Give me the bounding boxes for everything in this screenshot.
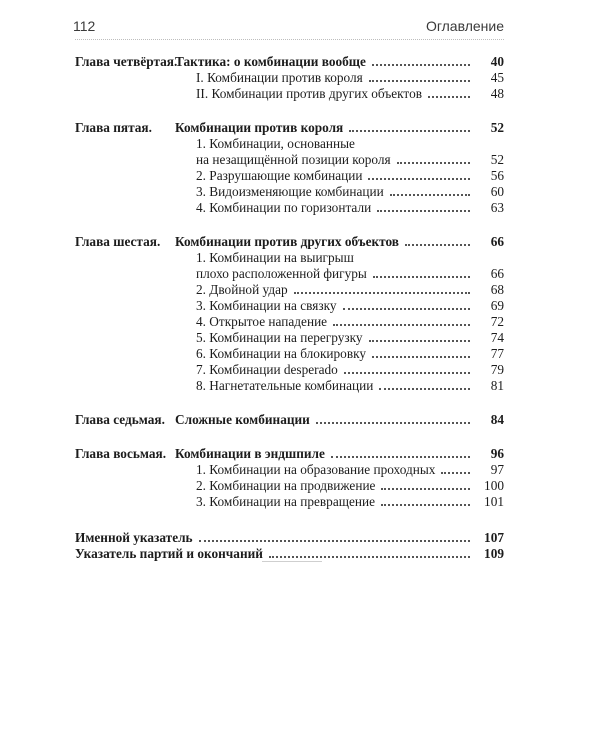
chapter-title: Комбинации в эндшпиле xyxy=(175,446,325,461)
subentry-page: 79 xyxy=(490,362,504,377)
subentry-text: 1. Комбинации на выигрыш xyxy=(196,250,354,265)
dot-leader xyxy=(379,387,470,390)
dot-leader xyxy=(333,323,470,326)
dot-leader xyxy=(381,503,470,506)
subentry-text: 3. Видоизменяющие комбинации xyxy=(196,184,384,199)
running-header xyxy=(75,17,504,40)
toc-subentry xyxy=(196,250,504,282)
chapter-title-entry xyxy=(175,446,504,462)
subentry-text: 2. Разрушающие комбинации xyxy=(196,168,363,183)
chapter-title-entry xyxy=(175,412,504,428)
dot-leader xyxy=(294,291,470,294)
chapter-page: 84 xyxy=(490,412,504,427)
table-of-contents xyxy=(75,54,504,562)
dot-leader xyxy=(390,193,470,196)
chapter-page: 96 xyxy=(490,446,504,461)
chapter-list xyxy=(75,54,504,510)
end-rule xyxy=(262,561,322,562)
subentry-page: 48 xyxy=(490,86,504,101)
dot-leader xyxy=(369,79,470,82)
chapter-label: Глава четвёртая. xyxy=(75,54,178,69)
chapter-page: 52 xyxy=(490,120,504,135)
subentry-page: 66 xyxy=(490,266,504,281)
dot-leader xyxy=(331,455,470,458)
chapter-page: 66 xyxy=(490,234,504,249)
dot-leader xyxy=(381,487,470,490)
dot-leader xyxy=(372,63,470,66)
subentry-page: 97 xyxy=(490,462,504,477)
subentry-continuation xyxy=(196,266,504,282)
dot-leader xyxy=(373,275,470,278)
subentry-page: 45 xyxy=(490,70,504,85)
chapter-title: Комбинации против других объектов xyxy=(175,234,399,249)
toc-subentry xyxy=(196,494,504,510)
chapter-title-entry xyxy=(175,54,504,70)
toc-subentry xyxy=(196,282,504,298)
index-text: Указатель партий и окончаний xyxy=(75,546,263,561)
toc-chapter xyxy=(75,446,504,510)
toc-subentry xyxy=(196,478,504,494)
dot-leader xyxy=(377,209,470,212)
index-page: 107 xyxy=(484,530,504,545)
subentry-page: 101 xyxy=(484,494,504,509)
index-entry xyxy=(75,546,504,562)
toc-subentry xyxy=(196,462,504,478)
subentry-text: 8. Нагнетательные комбинации xyxy=(196,378,374,393)
dot-leader xyxy=(369,339,470,342)
subentry-page: 81 xyxy=(490,378,504,393)
subentry-text: 1. Комбинации, основанные xyxy=(196,136,355,151)
dot-leader xyxy=(441,471,470,474)
toc-subentry xyxy=(196,200,504,216)
subentry-text: 1. Комбинации на образование проходных xyxy=(196,462,436,477)
chapter-title: Сложные комбинации xyxy=(175,412,310,427)
toc-chapter xyxy=(75,120,504,216)
subentry-page: 69 xyxy=(490,298,504,313)
chapter-label: Глава пятая. xyxy=(75,120,152,135)
dot-leader xyxy=(372,355,470,358)
subentry-page: 52 xyxy=(490,152,504,167)
subentry-page: 72 xyxy=(490,314,504,329)
subentry-page: 100 xyxy=(484,478,504,493)
page-number: 112 xyxy=(73,18,96,34)
dot-leader xyxy=(343,307,470,310)
dot-leader xyxy=(397,161,470,164)
dot-leader xyxy=(405,243,470,246)
subentry-page: 74 xyxy=(490,330,504,345)
toc-subentry xyxy=(196,378,504,394)
subentry-page: 77 xyxy=(490,346,504,361)
subentry-text: 4. Комбинации по горизонтали xyxy=(196,200,372,215)
subentry-text: 2. Двойной удар xyxy=(196,282,288,297)
subentry-page: 56 xyxy=(490,168,504,183)
toc-subentry xyxy=(196,362,504,378)
index-text: Именной указатель xyxy=(75,530,193,545)
dot-leader xyxy=(199,539,470,542)
chapter-title: Комбинации против короля xyxy=(175,120,344,135)
toc-subentry xyxy=(196,136,504,168)
subentry-text-cont: плохо расположенной фигуры xyxy=(196,266,367,281)
index-page: 109 xyxy=(484,546,504,561)
index-list xyxy=(75,530,504,562)
running-title: Оглавление xyxy=(425,18,504,34)
toc-chapter xyxy=(75,412,504,428)
toc-subentry xyxy=(196,184,504,200)
toc-subentry xyxy=(196,346,504,362)
toc-subentry xyxy=(196,330,504,346)
toc-subentry xyxy=(196,86,504,102)
subentry-text: 6. Комбинации на блокировку xyxy=(196,346,367,361)
subentry-text: 3. Комбинации на связку xyxy=(196,298,337,313)
toc-subentry xyxy=(196,314,504,330)
subentry-text: 7. Комбинации desperado xyxy=(196,362,338,377)
subentry-text: 3. Комбинации на превращение xyxy=(196,494,375,509)
chapter-page: 40 xyxy=(490,54,504,69)
dot-leader xyxy=(349,129,470,132)
subentry-text: 2. Комбинации на продвижение xyxy=(196,478,376,493)
chapter-title-entry xyxy=(175,234,504,250)
index-entry xyxy=(75,530,504,546)
subentry-text-cont: на незащищённой позиции короля xyxy=(196,152,391,167)
chapter-title: Тактика: о комбинации вообще xyxy=(175,54,366,69)
subentry-page: 60 xyxy=(490,184,504,199)
chapter-title-entry xyxy=(175,120,504,136)
dot-leader xyxy=(344,371,470,374)
dot-leader xyxy=(428,95,470,98)
chapter-label: Глава шестая. xyxy=(75,234,161,249)
dot-leader xyxy=(316,421,470,424)
chapter-label: Глава восьмая. xyxy=(75,446,167,461)
dot-leader xyxy=(269,555,470,558)
subentry-text: II. Комбинации против других объектов xyxy=(196,86,422,101)
subentry-text: 5. Комбинации на перегрузку xyxy=(196,330,363,345)
subentry-page: 68 xyxy=(490,282,504,297)
dot-leader xyxy=(368,177,470,180)
subentry-text: 4. Открытое нападение xyxy=(196,314,328,329)
toc-subentry xyxy=(196,298,504,314)
toc-subentry xyxy=(196,70,504,86)
toc-subentry xyxy=(196,168,504,184)
toc-chapter xyxy=(75,54,504,102)
toc-chapter xyxy=(75,234,504,394)
subentry-text: I. Комбинации против короля xyxy=(196,70,363,85)
subentry-continuation xyxy=(196,152,504,168)
subentry-page: 63 xyxy=(490,200,504,215)
chapter-label: Глава седьмая. xyxy=(75,412,165,427)
